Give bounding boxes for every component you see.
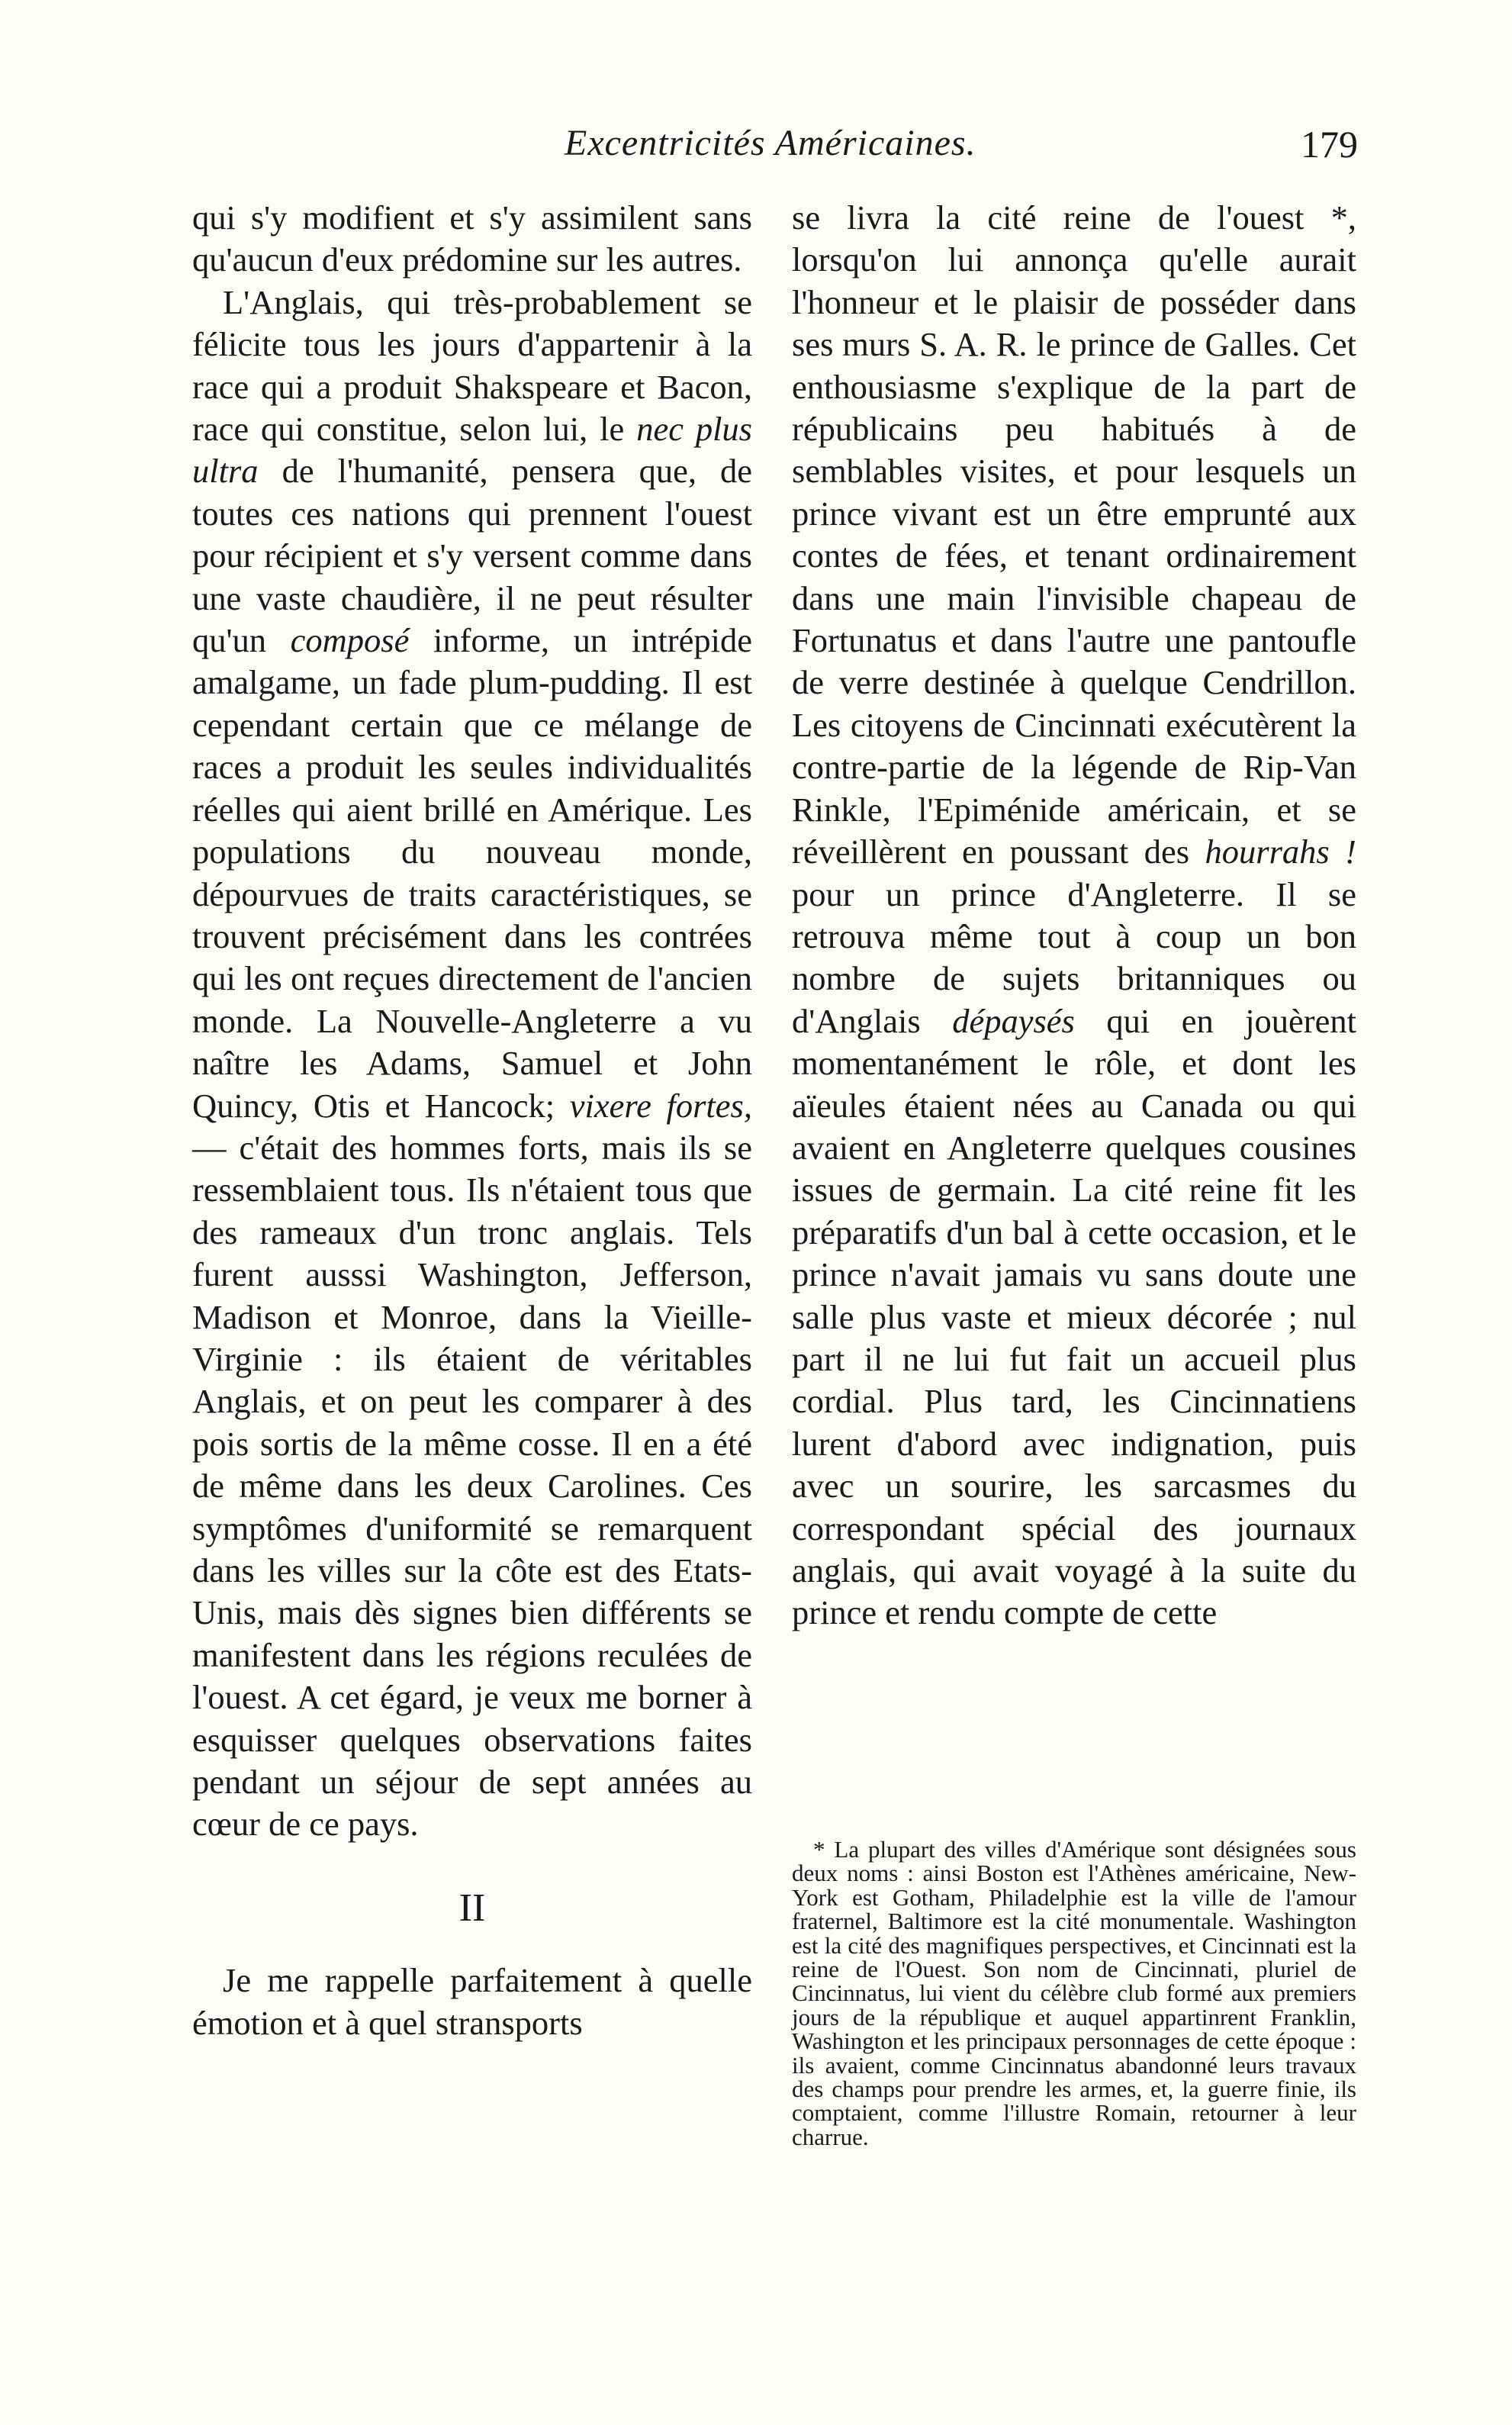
page-number: 179 <box>1301 123 1358 166</box>
right-para1-italic-1: hourrahs ! <box>1205 832 1356 871</box>
left-para2-text-d: — c'était des hommes forts, mais ils se ressemblaient tous. Ils n'étaient tous que des rameaux d'un tronc anglais. Tels furent ausssi Washington, Jefferson, Madison et Monroe, dans la Vieille-Virginie : ils étaient de véritables Anglais, et on peut les comparer à des pois sortis de la même cosse. Il en a été de même dans les deux Carolines. Ces symptômes d'uniformité se remarquent dans les villes sur la côte est des Etats-Unis, mais dès signes bien différents se manifestent dans les régions reculées de l'ouest. A cet égard, je veux me borner à esquisser quelques observations faites pendant un séjour de sept années au cœur de ce pays. <box>192 1128 752 1844</box>
right-para1-text-c: qui en jouèrent momentanément le rôle, et dont les aïeules étaient nées au Canada ou qui avaient en Angleterre quelques cousines issues de germain. La cité reine fit les préparatifs d'un bal à cette occasion, et le prince n'avait jamais vu sans doute une salle plus vaste et mieux décorée ; nul part il ne lui fut fait un accueil plus cordial. Plus tard, les Cincinnatiens lurent d'abord avec indignation, puis avec un sourire, les sarcasmes du correspondant spécial des journaux anglais, qui avait voyagé à la suite du prince et rendu compte de cette <box>792 1001 1356 1632</box>
left-para1-text: qui s'y modifient et s'y assimilent sans qu'aucun d'eux prédomine sur les autres. <box>192 198 752 279</box>
left-para2-italic-1: nec plus ultra <box>192 410 753 491</box>
section-number: II <box>458 1886 486 1930</box>
right-column <box>792 197 1356 1634</box>
left-para2-text-a: L'Anglais, qui très-probablement se félicite tous les jours d'appartenir à la race qui a produit Shakspeare et Bacon, race qui constitue, selon lui, le <box>192 282 752 449</box>
left-paragraph-3 <box>192 1960 752 2044</box>
left-para3-text: Je me rappelle parfaitement à quelle émotion et à quel stransports <box>192 1961 752 2042</box>
left-para2-text-b: de l'humanité, pensera que, de toutes ces nations qui prennent l'ouest pour récipient et s'y versent comme dans une vaste chaudière, il ne peut résulter qu'un <box>192 452 752 660</box>
running-title: Excentricités Américaines. <box>565 123 976 163</box>
right-para1-text-b: pour un prince d'Angleterre. Il se retrouva même tout à coup un bon nombre de sujets britanniques ou d'Anglais <box>792 874 1356 1040</box>
left-para2-italic-3: vixere fortes, <box>569 1086 752 1125</box>
right-para1-italic-2: dépaysés <box>952 1001 1075 1040</box>
left-paragraph-1 <box>192 197 752 282</box>
footnote <box>792 1837 1356 2149</box>
left-para2-text-c: informe, un intrépide amalgame, un fade plum-pudding. Il est cependant certain que ce mélange de races a produit les seules individualités réelles qui aient brillé en Amérique. Les populations du nouveau monde, dépourvues de traits caractéristiques, se trouvent précisément dans les contrées qui les ont reçues directement de l'ancien monde. La Nouvelle-Angleterre a vu naître les Adams, Samuel et John Quincy, Otis et Hancock; <box>192 621 752 1125</box>
left-paragraph-2 <box>192 282 752 1846</box>
right-para1-text-a: se livra la cité reine de l'ouest *, lorsqu'on lui annonça qu'elle aurait l'honneur et le plaisir de posséder dans ses murs S. A. R. le prince de Galles. Cet enthousiasme s'explique de la part de républicains peu habitués à de semblables visites, et pour lesquels un prince vivant est un être emprunté aux contes de fées, et tenant ordinairement dans une main l'invisible chapeau de Fortunatus et dans l'autre une pantoufle de verre destinée à quelque Cendrillon. Les citoyens de Cincinnati exécutèrent la contre-partie de la légende de Rip-Van Rinkle, l'Epiménide américain, et se réveillèrent en poussant des <box>792 198 1356 871</box>
right-paragraph-1 <box>792 197 1356 1634</box>
left-para2-italic-2: composé <box>290 621 410 660</box>
footnote-text: * La plupart des villes d'Amérique sont désignées sous deux noms : ainsi Boston est l'Athènes américaine, New-York est Gotham, Philadelphie est la ville de l'amour fraternel, Baltimore est la cité monumentale. Washington est la cité des magnifiques perspectives, et Cincinnati est la reine de l'Ouest. Son nom de Cincinnati, pluriel de Cincinnatus, lui vient du célèbre club formé aux premiers jours de la république et auquel appartinrent Franklin, Washington et les principaux personnages de cette époque : ils avaient, comme Cincinnatus abandonné leurs travaux des champs pour prendre les armes, et, la guerre finie, ils comptaient, comme l'illustre Romain, retourner à leur charrue. <box>792 1836 1356 2150</box>
left-column <box>192 197 752 2044</box>
running-header <box>565 122 1358 168</box>
